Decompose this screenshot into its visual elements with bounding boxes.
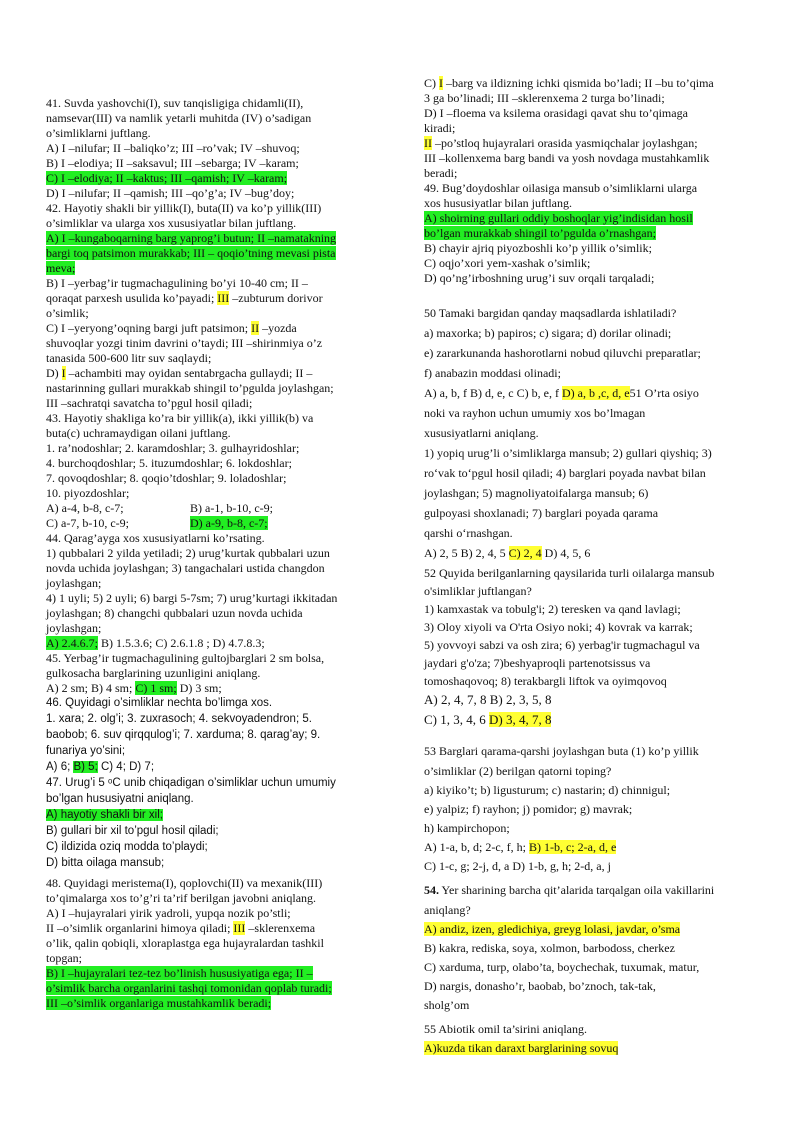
highlighted-answer: C) I –elodiya; II –kaktus; III –qamish; IV –karam;: [46, 171, 288, 185]
text-segment: B) I –elodiya; II –saksavul; III –sebarga; IV –karam;: [46, 156, 299, 170]
text-segment: joylashgan; 8) changchi qubbalari uzun novda uchida: [46, 606, 303, 620]
text-line: [46, 728, 320, 742]
text-line: [424, 196, 572, 210]
text-line: [424, 256, 590, 270]
text-segment: xususiyatlarni aniqlang.: [424, 426, 539, 440]
text-segment: 4) 1 uyli; 5) 2 uyli; 6) bargi 5-7sm; 7) urug’kurtagi ikkitadan: [46, 591, 338, 605]
text-line: [424, 692, 551, 708]
text-segment: 1. ra’nodoshlar; 2. karamdoshlar; 3. gulhayridoshlar;: [46, 441, 300, 455]
text-segment: 4. burchoqdoshlar; 5. ituzumdoshlar; 6. lokdoshlar;: [46, 456, 292, 470]
text-line: [46, 981, 332, 995]
text-segment: 3) Oloy xiyoli va O'rta Osiyo noki; 4) kovrak va karrak;: [424, 620, 693, 634]
highlighted-answer: D) a, b ,c, d, e: [561, 386, 630, 400]
text-line: [46, 561, 325, 575]
text-segment: 7. qovoqdoshlar; 8. qoqio’tdoshlar; 9. loladoshlar;: [46, 471, 287, 485]
text-segment: o'simliklar juftlangan?: [424, 584, 532, 598]
text-segment: III –sachratqi savatcha to’pgul hosil qiladi;: [46, 396, 253, 410]
highlighted-answer: D) 3, 4, 7, 8: [489, 712, 552, 727]
text-segment: 44. Qarag’ayga xos xususiyatlarni ko’rsating.: [46, 531, 265, 545]
text-line: [46, 501, 124, 515]
text-line: [424, 406, 645, 420]
text-line: [424, 76, 714, 90]
text-line: [46, 712, 312, 726]
highlighted-answer: B) 1-b, c; 2-a, d, e: [528, 840, 617, 854]
text-line: [46, 321, 297, 335]
text-line: [46, 840, 208, 854]
text-segment: A) 2, 5 B) 2, 4, 5: [424, 546, 509, 560]
text-line: [46, 276, 308, 290]
text-segment: –sklerenxema: [245, 921, 316, 935]
text-line: [46, 906, 291, 920]
text-segment: 50 Tamaki bargidan qanday maqsadlarda ishlatiladi?: [424, 306, 677, 320]
text-line: [46, 411, 313, 425]
text-line: [46, 516, 129, 530]
text-line: [46, 171, 287, 185]
text-segment: C) 1-c, g; 2-j, d, a D) 1-b, g, h; 2-d, a, j: [424, 859, 611, 873]
text-line: [424, 211, 693, 225]
text-line: [424, 106, 688, 120]
text-segment: o’simliklarni juftlang.: [46, 126, 151, 140]
text-line: [46, 471, 286, 485]
text-segment: a) maxorka; b) papiros; c) sigara; d) dorilar olinadi;: [424, 326, 672, 340]
text-segment: shuvoqlar yozgi tinim davrini o’taydi; III –shirinmiya o’z: [46, 336, 323, 350]
highlighted-answer: A) I –kungaboqarning barg yaprog’i butun; II –namatakning: [46, 231, 337, 245]
text-line: [46, 156, 299, 170]
text-line: [46, 426, 231, 440]
text-segment: A) 2 sm; B) 4 sm;: [46, 681, 136, 695]
text-line: [46, 606, 303, 620]
text-segment: o’simlik;: [46, 306, 89, 320]
text-line: [46, 366, 312, 380]
highlighted-answer: C) 1 sm;: [135, 681, 177, 695]
text-segment: B) I –yerbag’ir tugmachagulining bo’yi 10-40 cm; II –: [46, 276, 308, 290]
text-segment: B) 1.5.3.6; C) 2.6.1.8 ; D) 4.7.8.3;: [98, 636, 265, 650]
text-segment: 55 Abiotik omil ta’sirini aniqlang.: [424, 1022, 587, 1036]
text-segment: 54.: [424, 883, 439, 897]
text-line: [424, 121, 455, 135]
text-segment: qarshi o‘rnashgan.: [424, 526, 513, 540]
text-line: [424, 998, 469, 1012]
text-line: [46, 456, 292, 470]
text-line: [424, 166, 457, 180]
text-segment: B) gullari bir xil to’pgul hosil qiladi;: [46, 825, 219, 837]
text-segment: C) I –yeryong’oqning bargi juft patsimon;: [46, 321, 252, 335]
text-segment: o’simliklar (2) berilgan qatorni toping?: [424, 764, 612, 778]
text-segment: noki va rayhon uchun umumiy xos bo’lmagan: [424, 406, 646, 420]
text-segment: joylashgan; 5) magnoliyatoifalarga mansub; 6): [424, 486, 649, 500]
text-line: [46, 351, 211, 365]
text-line: [424, 620, 693, 634]
text-segment: –po’stloq hujayralari orasida yasmiqchalar joylashgan;: [432, 136, 698, 150]
text-segment: tomoshaqovoq; 8) terakbargli liftok va oyimqovoq: [424, 674, 667, 688]
text-segment: tanasida 500-600 litr suv saqlaydi;: [46, 351, 212, 365]
text-segment: 1) qubbalari 2 yilda yetiladi; 2) urug’kurtak qubbalari uzun: [46, 546, 330, 560]
text-segment: ro‘vak to‘pgul hosil qiladi; 4) barglari poyada navbat bilan: [424, 466, 706, 480]
text-segment: 10. piyozdoshlar;: [46, 486, 130, 500]
text-line: [424, 271, 654, 285]
text-line: [46, 306, 89, 320]
highlighted-answer: I: [439, 76, 443, 90]
text-line: [424, 386, 699, 400]
text-segment: topgan;: [46, 951, 82, 965]
text-segment: 42. Hayotiy shakli bir yillik(I), buta(II) va ko’p yillik(III): [46, 201, 322, 215]
text-line: [424, 151, 709, 165]
text-segment: C) a-7, b-10, c-9;: [46, 516, 129, 530]
text-line: [46, 246, 336, 260]
text-segment: gulpoyasi shoxlanadi; 7) barglari poyada qarama: [424, 506, 659, 520]
highlighted-answer: o’simlik barcha organlarini tashqi tomonidan qoplab turadi;: [46, 981, 332, 995]
text-segment: e) yalpiz; f) rayhon; j) pomidor; g) mavrak;: [424, 802, 633, 816]
text-line: [46, 216, 296, 230]
text-line: [46, 546, 330, 560]
text-line: [424, 136, 698, 150]
text-line: [46, 891, 316, 905]
text-line: [424, 656, 650, 670]
text-line: [424, 1041, 618, 1055]
text-segment: 1) yopiq urug’li o’simliklarga mansub; 2) gullari qiyshiq; 3): [424, 446, 712, 460]
text-segment: 3 ga bo’linadi; III –sklerenxema 2 turga bo’linadi;: [424, 91, 665, 105]
text-segment: C) oqjo’xori yem-xashak o’simlik;: [424, 256, 591, 270]
text-line: [46, 996, 271, 1010]
text-line: [46, 576, 101, 590]
text-segment: A) a-4, b-8, c-7;: [46, 501, 124, 515]
text-segment: bo’lgan hususiyatni aniqlang.: [46, 793, 194, 805]
text-segment: –yozda: [259, 321, 297, 335]
highlighted-answer: bo’lgan murakkab shingil to’pgulda o’rnashgan;: [424, 226, 656, 240]
text-segment: D): [46, 366, 62, 380]
highlighted-answer: C) 2, 4: [508, 546, 542, 560]
text-segment: 46. Quyidagi o’simliklar nechta bo’limga xos.: [46, 697, 273, 709]
text-line: [46, 856, 164, 870]
text-segment: D) I –floema va ksilema orasidagi qavat shu to’qimaga: [424, 106, 688, 120]
highlighted-answer: meva;: [46, 261, 76, 275]
text-line: [424, 181, 697, 195]
text-segment: Yer sharining barcha qit’alarida tarqalgan oila vakillarini: [439, 883, 715, 897]
text-line: [424, 941, 675, 955]
text-line: [46, 486, 129, 500]
text-line: [46, 186, 294, 200]
text-line: [46, 336, 322, 350]
text-segment: qoraqat parxesh usulida ko’payadi;: [46, 291, 218, 305]
text-segment: beradi;: [424, 166, 458, 180]
text-segment: o’simliklar va ularga xos xususiyatlar bilan juftlang.: [46, 216, 297, 230]
text-segment: C): [424, 76, 439, 90]
highlighted-answer: I: [61, 366, 66, 380]
text-line: [46, 936, 324, 950]
text-segment: h) kampirchopon;: [424, 821, 510, 835]
text-segment: funariya yo’sini;: [46, 745, 126, 757]
text-segment: 47. Urug’i 5 ᵒC unib chiqadigan o’simliklar uchun umumiy: [46, 777, 336, 789]
text-segment: novda uchida joylashgan; 3) tangachalari ustida changdon: [46, 561, 325, 575]
text-line: [424, 674, 667, 688]
text-segment: f) anabazin moddasi olinadi;: [424, 366, 561, 380]
text-segment: baobob; 6. suv qirqqulog’i; 7. xarduma; 8. qarag’ay; 9.: [46, 729, 321, 741]
text-line: [46, 591, 337, 605]
text-segment: –barg va ildizning ichki qismida bo’ladi; II –bu to’qima: [443, 76, 714, 90]
text-line: [46, 921, 315, 935]
text-line: [46, 126, 151, 140]
text-segment: 49. Bug’doydoshlar oilasiga mansub o’simliklarni ularga: [424, 181, 698, 195]
text-segment: C) ildizida oziq modda to’playdi;: [46, 841, 208, 853]
text-line: [46, 201, 321, 215]
text-segment: 52 Quyida berilganlarning qaysilarida turli oilalarga mansub: [424, 566, 715, 580]
text-line: [46, 824, 219, 838]
text-line: [46, 876, 322, 890]
text-segment: joylashgan;: [46, 576, 102, 590]
text-line: [424, 979, 656, 993]
text-segment: B) chayir ajriq piyozboshli ko’p yillik o’simlik;: [424, 241, 652, 255]
text-line: [46, 744, 125, 758]
text-line: [424, 526, 513, 540]
text-segment: nastarinning gullari murakkab shingil to’pgulda joylashgan;: [46, 381, 334, 395]
text-segment: D) 4, 5, 6: [541, 546, 591, 560]
text-line: [424, 883, 714, 897]
highlighted-answer: A) shoirning gullari oddiy boshoqlar yig’indisidan hosil: [424, 211, 693, 225]
text-line: [424, 466, 706, 480]
text-line: [46, 291, 323, 305]
text-segment: C) xarduma, turp, olabo’ta, boychechak, tuxumak, matur,: [424, 960, 700, 974]
highlighted-answer: II: [424, 136, 432, 150]
text-segment: D) bitta oilaga mansub;: [46, 857, 165, 869]
text-line: [424, 712, 551, 728]
text-line: [46, 966, 313, 980]
text-line: [424, 584, 532, 598]
text-segment: to’qimalarga xos to’g’ri ta’rif berilgan javobni aniqlang.: [46, 891, 317, 905]
text-line: [424, 346, 701, 360]
text-line: [46, 111, 311, 125]
text-segment: kiradi;: [424, 121, 456, 135]
text-segment: D) nargis, donasho’r, baobab, bo’znoch, tak-tak,: [424, 979, 656, 993]
text-line: [424, 546, 590, 560]
text-segment: D) I –nilufar; II –qamish; III –qo’g’a; IV –bug’doy;: [46, 186, 295, 200]
text-segment: 5) yovvoyi sabzi va osh zira; 6) yerbag'ir tugmachagul va: [424, 638, 700, 652]
text-segment: A) I –hujayralari yirik yadroli, yupqa nozik po’stli;: [46, 906, 291, 920]
text-line: [424, 446, 712, 460]
text-line: [424, 426, 539, 440]
text-segment: A) 6;: [46, 761, 74, 773]
text-line: [424, 241, 652, 255]
text-segment: D) 3 sm;: [176, 681, 222, 695]
text-line: [46, 141, 300, 155]
text-line: [424, 903, 471, 917]
text-line: [424, 566, 714, 580]
text-segment: e) zararkunanda hashorotlarni nobud qiluvchi preparatlar;: [424, 346, 701, 360]
text-line: [46, 681, 222, 695]
text-line: [424, 506, 658, 520]
text-line: [46, 776, 336, 790]
text-line: [46, 231, 336, 245]
text-line: [46, 666, 260, 680]
text-segment: A) 1-a, b, d; 2-c, f, h;: [424, 840, 529, 854]
text-segment: 41. Suvda yashovchi(I), suv tanqisligiga chidamli(II),: [46, 96, 304, 110]
text-line: [46, 261, 75, 275]
text-line: [424, 91, 665, 105]
text-line: [424, 821, 510, 835]
text-segment: 43. Hayotiy shakliga ko’ra bir yillik(a), ikki yillik(b) va: [46, 411, 314, 425]
text-segment: joylashgan;: [46, 621, 102, 635]
text-segment: jaydari g'o'za; 7)beshyaproqli partenotsissus va: [424, 656, 651, 670]
highlighted-answer: A) hayotiy shakli bir xil;: [46, 809, 163, 821]
highlighted-answer: A) andiz, izen, gledichiya, greyg lolasi, javdar, o’sma: [424, 922, 681, 936]
highlighted-answer: A) 2.4.6.7;: [46, 636, 98, 650]
text-segment: o’lik, qalin qobiqli, xloraplastga ega hujayralardan tashkil: [46, 936, 324, 950]
text-segment: gulkosacha barglarining uzunligini aniqlang.: [46, 666, 261, 680]
text-line: [424, 744, 699, 758]
text-segment: B) kakra, rediska, soya, xolmon, barbodoss, cherkez: [424, 941, 675, 955]
text-line: [424, 783, 670, 797]
highlighted-answer: B) I –hujayralari tez-tez bo’linish hususiyatiga ega; II –: [46, 966, 313, 980]
text-segment: 48. Quyidagi meristema(I), qoplovchi(II) va mexanik(III): [46, 876, 323, 890]
text-line: [424, 486, 648, 500]
text-line: [46, 760, 154, 774]
text-line: [424, 922, 680, 936]
text-segment: A) a, b, f B) d, e, c C) b, e, f: [424, 386, 562, 400]
highlighted-answer: II: [251, 321, 260, 335]
text-line: [46, 808, 163, 822]
text-segment: A) 2, 4, 7, 8 B) 2, 3, 5, 8: [424, 692, 552, 707]
text-segment: –zubturum dorivor: [229, 291, 323, 305]
highlighted-answer: III –o’simlik organlariga mustahkamlik beradi;: [46, 996, 272, 1010]
highlighted-answer: B) 5;: [73, 761, 98, 773]
text-line: [46, 441, 299, 455]
text-line: [424, 960, 699, 974]
text-segment: xos hususiyatlar bilan juftlang.: [424, 196, 572, 210]
text-segment: B) a-1, b-10, c-9;: [190, 501, 273, 515]
text-segment: II –o’simlik organlarini himoya qiladi;: [46, 921, 234, 935]
text-segment: 53 Barglari qarama-qarshi joylashgan buta (1) ko’p yillik: [424, 744, 699, 758]
text-segment: 51 O’rta osiyo: [629, 386, 699, 400]
text-line: [46, 396, 252, 410]
text-line: [46, 531, 265, 545]
text-line: [424, 1022, 587, 1036]
text-segment: 45. Yerbag’ir tugmachagulining gultojbarglari 2 sm bolsa,: [46, 651, 325, 665]
highlighted-answer: III: [233, 921, 246, 935]
text-line: [424, 366, 561, 380]
text-segment: A) I –nilufar; II –baliqko’z; III –ro’vak; IV –shuvoq;: [46, 141, 300, 155]
text-line: [424, 638, 700, 652]
text-line: [46, 636, 265, 650]
text-segment: aniqlang?: [424, 903, 471, 917]
text-line: [424, 602, 681, 616]
text-line: [424, 764, 611, 778]
text-segment: III –kollenxema barg bandi va yosh novdaga mustahkamlik: [424, 151, 710, 165]
text-line: [190, 501, 273, 515]
text-segment: 1. xara; 2. olg’i; 3. zuxrasoch; 4. sekvoyadendron; 5.: [46, 713, 312, 725]
text-line: [46, 621, 101, 635]
text-segment: C) 4; D) 7;: [97, 761, 155, 773]
text-line: [424, 802, 632, 816]
text-segment: D) qo’ng’irboshning urug’i suv orqali tarqaladi;: [424, 271, 655, 285]
text-line: [46, 651, 324, 665]
text-line: [424, 226, 656, 240]
highlighted-answer: D) a-9, b-8, c-7;: [190, 516, 268, 530]
text-line: [424, 326, 671, 340]
text-segment: C) 1, 3, 4, 6: [424, 712, 489, 727]
text-line: [46, 951, 82, 965]
text-segment: namsevar(III) va namlik yetarli muhitda (IV) o’sadigan: [46, 111, 312, 125]
text-line: [424, 859, 611, 873]
text-segment: –achambiti may oyidan sentabrgacha gullaydi; II –: [65, 366, 313, 380]
highlighted-answer: bargi toq patsimon murakkab; III – qoqio’tning mevasi pista: [46, 246, 336, 260]
text-segment: 1) kamxastak va tobulg'i; 2) teresken va qand lavlagi;: [424, 602, 681, 616]
text-line: [46, 96, 303, 110]
text-line: [46, 696, 272, 710]
text-segment: a) kiyiko’t; b) ligusturum; c) nastarin; d) chinnigul;: [424, 783, 671, 797]
highlighted-answer: A)kuzda tikan daraxt barglarining sovuq: [424, 1041, 619, 1055]
text-line: [190, 516, 268, 530]
text-line: [424, 306, 676, 320]
highlighted-answer: III: [217, 291, 230, 305]
text-line: [46, 792, 194, 806]
text-segment: buta(c) uchramaydigan oilani juftlang.: [46, 426, 231, 440]
text-line: [46, 381, 334, 395]
text-segment: sholg’om: [424, 998, 470, 1012]
text-line: [424, 840, 616, 854]
